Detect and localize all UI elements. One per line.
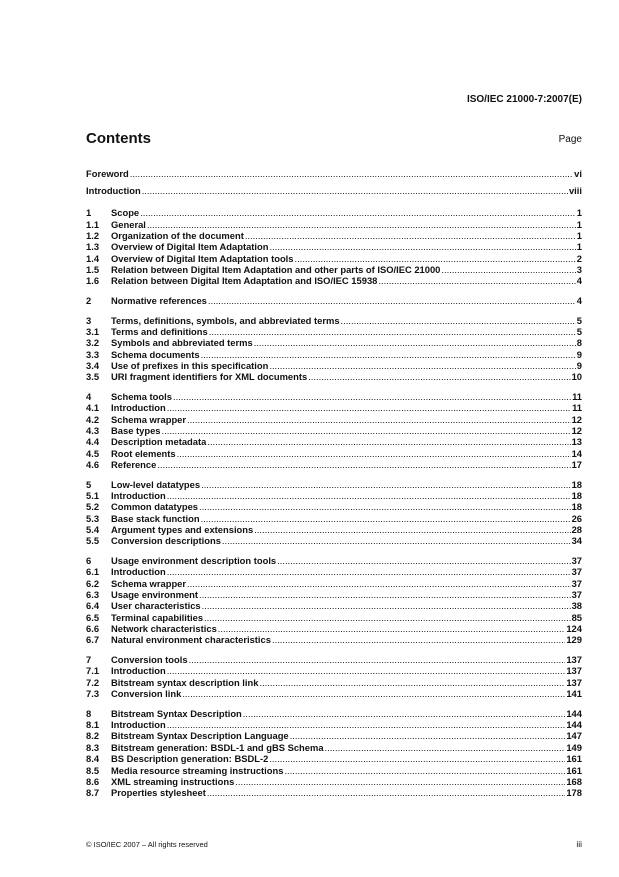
toc-entry-title: Normative references <box>111 295 207 306</box>
toc-entry-number: 3 <box>86 314 92 326</box>
document-header: ISO/IEC 21000-7:2007(E) <box>466 94 582 105</box>
toc-entry-number: 5.3 <box>86 512 100 524</box>
toc-entry-title: Scope <box>111 207 140 219</box>
dot-leader <box>295 253 576 264</box>
dot-leader <box>325 742 566 753</box>
toc-entry[interactable] <box>86 612 582 623</box>
toc-entry-number: 7 <box>86 654 92 666</box>
dot-leader <box>201 513 571 524</box>
footer-copyright: © ISO/IEC 2007 – All rights reserved <box>86 840 208 849</box>
toc-entry-title: Introduction <box>111 566 166 578</box>
toc-entry-title: Conversion descriptions <box>111 535 221 547</box>
dot-leader <box>269 360 575 371</box>
toc-entry[interactable] <box>86 501 582 512</box>
toc-entry-page: 168 <box>566 775 582 787</box>
dot-leader <box>218 623 566 634</box>
toc-entry-number: 8.5 <box>86 764 100 776</box>
toc-entry-page: 37 <box>571 589 582 601</box>
toc-entry-page: 137 <box>566 654 582 666</box>
dot-leader <box>284 765 565 776</box>
toc-entry-number: 1.3 <box>86 241 100 253</box>
toc-entry-page: 9 <box>576 360 582 372</box>
toc-entry-number: 5 <box>86 478 92 490</box>
toc-entry[interactable] <box>86 578 582 589</box>
dot-leader <box>182 688 565 699</box>
toc-entry-title: Symbols and abbreviated terms <box>111 337 253 349</box>
toc-entry[interactable] <box>86 787 582 798</box>
dot-leader <box>167 566 571 577</box>
toc-entry-page: 34 <box>571 535 582 547</box>
toc-entry[interactable] <box>86 665 582 676</box>
toc-entry-number: 4.4 <box>86 436 100 448</box>
toc-entry-number: 8 <box>86 707 92 719</box>
page-title: Contents <box>86 130 151 147</box>
dot-leader <box>199 589 571 600</box>
toc-entry-number: 1 <box>86 207 92 219</box>
dot-leader <box>201 479 570 490</box>
toc-entry[interactable] <box>86 730 582 741</box>
toc-entry-page: 11 <box>572 391 582 402</box>
toc-entry-title: Schema wrapper <box>111 413 187 425</box>
toc-entry-page: 1 <box>576 241 582 253</box>
dot-leader <box>290 730 566 741</box>
dot-leader <box>177 448 571 459</box>
toc-entry-number: 1.4 <box>86 252 100 264</box>
toc-entry-title: Foreword <box>86 168 129 179</box>
toc-entry-title: Bitstream Syntax Description <box>111 707 242 719</box>
toc-entry-page: 18 <box>571 490 582 502</box>
toc-entry-number: 3.5 <box>86 371 100 383</box>
toc-entry-page: 8 <box>576 337 582 349</box>
toc-entry-page: 1 <box>576 218 582 230</box>
table-of-contents <box>86 165 582 799</box>
toc-entry-title: Terminal capabilities <box>111 611 204 623</box>
dot-leader <box>142 182 568 199</box>
footer-page-number: iii <box>576 839 582 849</box>
toc-entry-page: 1 <box>576 229 582 241</box>
dot-leader <box>245 230 576 241</box>
toc-entry[interactable] <box>86 654 582 665</box>
toc-entry[interactable] <box>86 349 582 360</box>
dot-leader <box>202 600 571 611</box>
dot-leader <box>162 425 571 436</box>
toc-entry[interactable] <box>86 688 582 699</box>
toc-entry[interactable] <box>86 513 582 524</box>
toc-entry-title: Terms, definitions, symbols, and abbreviated terms <box>111 314 340 326</box>
toc-entry-number: 1.5 <box>86 264 100 276</box>
toc-entry-page: 14 <box>571 447 582 459</box>
toc-entry-number: 6 <box>86 555 92 567</box>
toc-entry-title: Overview of Digital Item Adaptation <box>111 241 269 253</box>
toc-entry-number: 4.3 <box>86 425 100 437</box>
toc-entry-page: 5 <box>576 325 582 337</box>
toc-entry[interactable] <box>86 623 582 634</box>
toc-entry[interactable] <box>86 241 582 252</box>
toc-entry-title: User characteristics <box>111 600 201 612</box>
toc-entry[interactable] <box>86 589 582 600</box>
toc-entry-number: 8.3 <box>86 741 100 753</box>
toc-entry-number: 1.1 <box>86 218 100 230</box>
toc-entry-number: 3.4 <box>86 360 100 372</box>
toc-entry-number: 4.5 <box>86 447 100 459</box>
toc-entry-number: 6.7 <box>86 634 100 646</box>
dot-leader <box>167 490 571 501</box>
toc-entry-number: 8.4 <box>86 753 100 765</box>
toc-entry[interactable] <box>86 776 582 787</box>
toc-entry-number: 6.5 <box>86 611 100 623</box>
dot-leader <box>272 634 565 645</box>
toc-entry[interactable] <box>86 275 582 286</box>
toc-entry-title: Usage environment description tools <box>111 555 277 567</box>
toc-entry-page: 2 <box>576 252 582 264</box>
toc-entry-number: 6.1 <box>86 566 100 578</box>
toc-entry-page: 18 <box>571 478 582 490</box>
toc-entry-page: viii <box>568 185 582 196</box>
toc-entry-number: 5.4 <box>86 524 100 536</box>
toc-entry[interactable] <box>86 425 582 436</box>
dot-leader <box>243 708 566 719</box>
toc-entry[interactable] <box>86 448 582 459</box>
toc-entry-number: 2 <box>86 295 92 306</box>
dot-leader <box>259 677 565 688</box>
toc-entry-page: 85 <box>571 611 582 623</box>
toc-entry[interactable] <box>86 326 582 337</box>
toc-entry-number: 4.1 <box>86 402 100 414</box>
toc-entry-page: 144 <box>566 719 582 731</box>
toc-entry-title: Schema documents <box>111 348 200 360</box>
toc-entry-title: Introduction <box>86 185 141 196</box>
toc-entry-title: Argument types and extensions <box>111 524 254 536</box>
toc-entry[interactable] <box>86 264 582 275</box>
toc-entry-number: 1.2 <box>86 229 100 241</box>
toc-entry[interactable] <box>86 402 582 413</box>
toc-entry[interactable] <box>86 524 582 535</box>
toc-entry-title: Use of prefixes in this specification <box>111 360 269 372</box>
toc-entry[interactable] <box>86 337 582 348</box>
toc-entry-page: 5 <box>576 314 582 326</box>
toc-entry[interactable] <box>86 391 582 402</box>
dot-leader <box>207 436 570 447</box>
toc-entry-title: Low-level datatypes <box>111 478 201 490</box>
dot-leader <box>130 165 573 182</box>
toc-entry[interactable] <box>86 719 582 730</box>
dot-leader <box>187 578 571 589</box>
dot-leader <box>187 414 571 425</box>
toc-entry-title: Relation between Digital Item Adaptation and ISO/IEC 15938 <box>111 275 378 287</box>
toc-entry-page: 38 <box>571 600 582 612</box>
toc-entry[interactable] <box>86 414 582 425</box>
toc-entry[interactable] <box>86 535 582 546</box>
toc-entry-title: URI fragment identifiers for XML documents <box>111 371 308 383</box>
toc-entry-number: 6.4 <box>86 600 100 612</box>
toc-entry-number: 7.2 <box>86 676 100 688</box>
toc-entry-page: 141 <box>566 688 582 700</box>
dot-leader <box>208 295 576 306</box>
toc-entry-title: Root elements <box>111 447 176 459</box>
toc-entry-number: 5.1 <box>86 490 100 502</box>
toc-entry-page: 18 <box>571 501 582 513</box>
toc-entry-title: Network characteristics <box>111 623 217 635</box>
dot-leader <box>209 326 576 337</box>
toc-entry-number: 3.1 <box>86 325 100 337</box>
dot-leader <box>140 207 576 218</box>
toc-entry-title: Base stack function <box>111 512 200 524</box>
toc-entry-page: 9 <box>576 348 582 360</box>
toc-entry[interactable] <box>86 566 582 577</box>
toc-entry[interactable] <box>86 490 582 501</box>
toc-entry-page: 26 <box>571 512 582 524</box>
toc-entry[interactable] <box>86 677 582 688</box>
dot-leader <box>189 654 566 665</box>
toc-entry-number: 4.2 <box>86 413 100 425</box>
toc-entry[interactable] <box>86 436 582 447</box>
dot-leader <box>269 753 565 764</box>
dot-leader <box>167 719 566 730</box>
dot-leader <box>441 264 575 275</box>
toc-entry-title: Media resource streaming instructions <box>111 764 284 776</box>
toc-entry-page: 37 <box>571 577 582 589</box>
toc-entry-page: 13 <box>571 436 582 448</box>
toc-entry[interactable] <box>86 253 582 264</box>
toc-entry-page: 37 <box>571 566 582 578</box>
toc-entry-page: 144 <box>566 707 582 719</box>
toc-entry-page: 4 <box>576 275 582 287</box>
toc-entry[interactable] <box>86 459 582 470</box>
toc-entry[interactable] <box>86 479 582 490</box>
toc-entry-title: Bitstream Syntax Description Language <box>111 730 289 742</box>
toc-entry[interactable] <box>86 315 582 326</box>
toc-entry-number: 6.3 <box>86 589 100 601</box>
toc-entry-number: 5.5 <box>86 535 100 547</box>
toc-entry-title: Introduction <box>111 490 166 502</box>
toc-entry-page: 161 <box>566 764 582 776</box>
dot-leader <box>235 776 565 787</box>
dot-leader <box>207 787 566 798</box>
toc-entry-title: Schema wrapper <box>111 577 187 589</box>
toc-entry-number: 4 <box>86 391 92 402</box>
dot-leader <box>270 241 576 252</box>
toc-entry-page: 161 <box>566 753 582 765</box>
toc-entry-page: 4 <box>576 295 582 306</box>
toc-entry-number: 8.1 <box>86 719 100 731</box>
toc-entry-page: 129 <box>566 634 582 646</box>
toc-entry-page: vi <box>574 168 582 179</box>
toc-entry-title: Usage environment <box>111 589 199 601</box>
toc-entry-page: 17 <box>571 459 582 471</box>
toc-entry-page: 10 <box>571 371 582 383</box>
dot-leader <box>341 315 576 326</box>
toc-entry-number: 7.3 <box>86 688 100 700</box>
toc-entry-title: Introduction <box>111 665 166 677</box>
toc-entry-title: Bitstream syntax description link <box>111 676 259 688</box>
toc-entry-number: 5.2 <box>86 501 100 513</box>
toc-entry-page: 3 <box>576 264 582 276</box>
dot-leader <box>308 371 570 382</box>
toc-entry[interactable] <box>86 765 582 776</box>
toc-entry-title: Description metadata <box>111 436 207 448</box>
toc-entry[interactable] <box>86 295 582 306</box>
toc-entry[interactable] <box>86 600 582 611</box>
dot-leader <box>378 275 575 286</box>
toc-entry[interactable] <box>86 360 582 371</box>
toc-entry-page: 11 <box>572 402 582 414</box>
dot-leader <box>204 612 571 623</box>
dot-leader <box>254 337 576 348</box>
toc-entry-title: Introduction <box>111 719 166 731</box>
toc-entry[interactable] <box>86 708 582 719</box>
toc-entry-number: 6.2 <box>86 577 100 589</box>
toc-entry[interactable] <box>86 371 582 382</box>
dot-leader <box>222 535 571 546</box>
page-column-label: Page <box>558 134 582 145</box>
toc-entry[interactable] <box>86 165 582 182</box>
toc-entry-title: Introduction <box>111 402 166 414</box>
toc-entry-page: 137 <box>566 676 582 688</box>
toc-entry-title: Relation between Digital Item Adaptation and other parts of ISO/IEC 21000 <box>111 264 441 276</box>
toc-entry-title: XML streaming instructions <box>111 775 235 787</box>
dot-leader <box>201 349 576 360</box>
dot-leader <box>277 555 570 566</box>
toc-entry[interactable] <box>86 230 582 241</box>
toc-entry-title: Conversion link <box>111 688 182 700</box>
toc-entry-title: Conversion tools <box>111 654 188 666</box>
toc-entry-page: 147 <box>566 730 582 742</box>
toc-entry-page: 178 <box>566 787 582 799</box>
toc-entry-page: 149 <box>566 741 582 753</box>
toc-entry-title: Properties stylesheet <box>111 787 206 799</box>
toc-entry-page: 137 <box>566 665 582 677</box>
toc-entry[interactable] <box>86 182 582 199</box>
dot-leader <box>167 665 566 676</box>
toc-entry-page: 28 <box>571 524 582 536</box>
toc-entry[interactable] <box>86 219 582 230</box>
toc-entry-number: 8.2 <box>86 730 100 742</box>
toc-entry-number: 3.2 <box>86 337 100 349</box>
toc-entry-number: 8.6 <box>86 775 100 787</box>
dot-leader <box>167 402 571 413</box>
toc-entry-page: 12 <box>571 425 582 437</box>
dot-leader <box>173 391 571 402</box>
toc-entry-page: 12 <box>571 413 582 425</box>
toc-entry-page: 124 <box>566 623 582 635</box>
dot-leader <box>157 459 570 470</box>
toc-entry-number: 4.6 <box>86 459 100 471</box>
dot-leader <box>254 524 570 535</box>
toc-entry-title: Overview of Digital Item Adaptation tools <box>111 252 294 264</box>
toc-entry-title: Terms and definitions <box>111 325 208 337</box>
toc-entry[interactable] <box>86 634 582 645</box>
toc-entry[interactable] <box>86 555 582 566</box>
dot-leader <box>147 219 576 230</box>
toc-entry-page: 37 <box>571 555 582 567</box>
toc-entry-number: 7.1 <box>86 665 100 677</box>
toc-entry-number: 6.6 <box>86 623 100 635</box>
toc-entry-title: Base types <box>111 425 161 437</box>
toc-entry-title: General <box>111 218 146 230</box>
toc-entry-title: Reference <box>111 459 157 471</box>
toc-entry[interactable] <box>86 753 582 764</box>
toc-entry-number: 8.7 <box>86 787 100 799</box>
toc-entry[interactable] <box>86 742 582 753</box>
toc-entry-page: 1 <box>576 207 582 219</box>
toc-entry-number: 1.6 <box>86 275 100 287</box>
toc-entry-title: BS Description generation: BSDL-2 <box>111 753 269 765</box>
dot-leader <box>199 501 571 512</box>
toc-entry-number: 3.3 <box>86 348 100 360</box>
toc-entry[interactable] <box>86 207 582 218</box>
toc-entry-title: Common datatypes <box>111 501 198 513</box>
toc-entry-title: Organization of the document <box>111 229 244 241</box>
toc-entry-title: Bitstream generation: BSDL-1 and gBS Schema <box>111 741 324 753</box>
toc-entry-title: Schema tools <box>111 391 172 402</box>
toc-entry-title: Natural environment characteristics <box>111 634 271 646</box>
